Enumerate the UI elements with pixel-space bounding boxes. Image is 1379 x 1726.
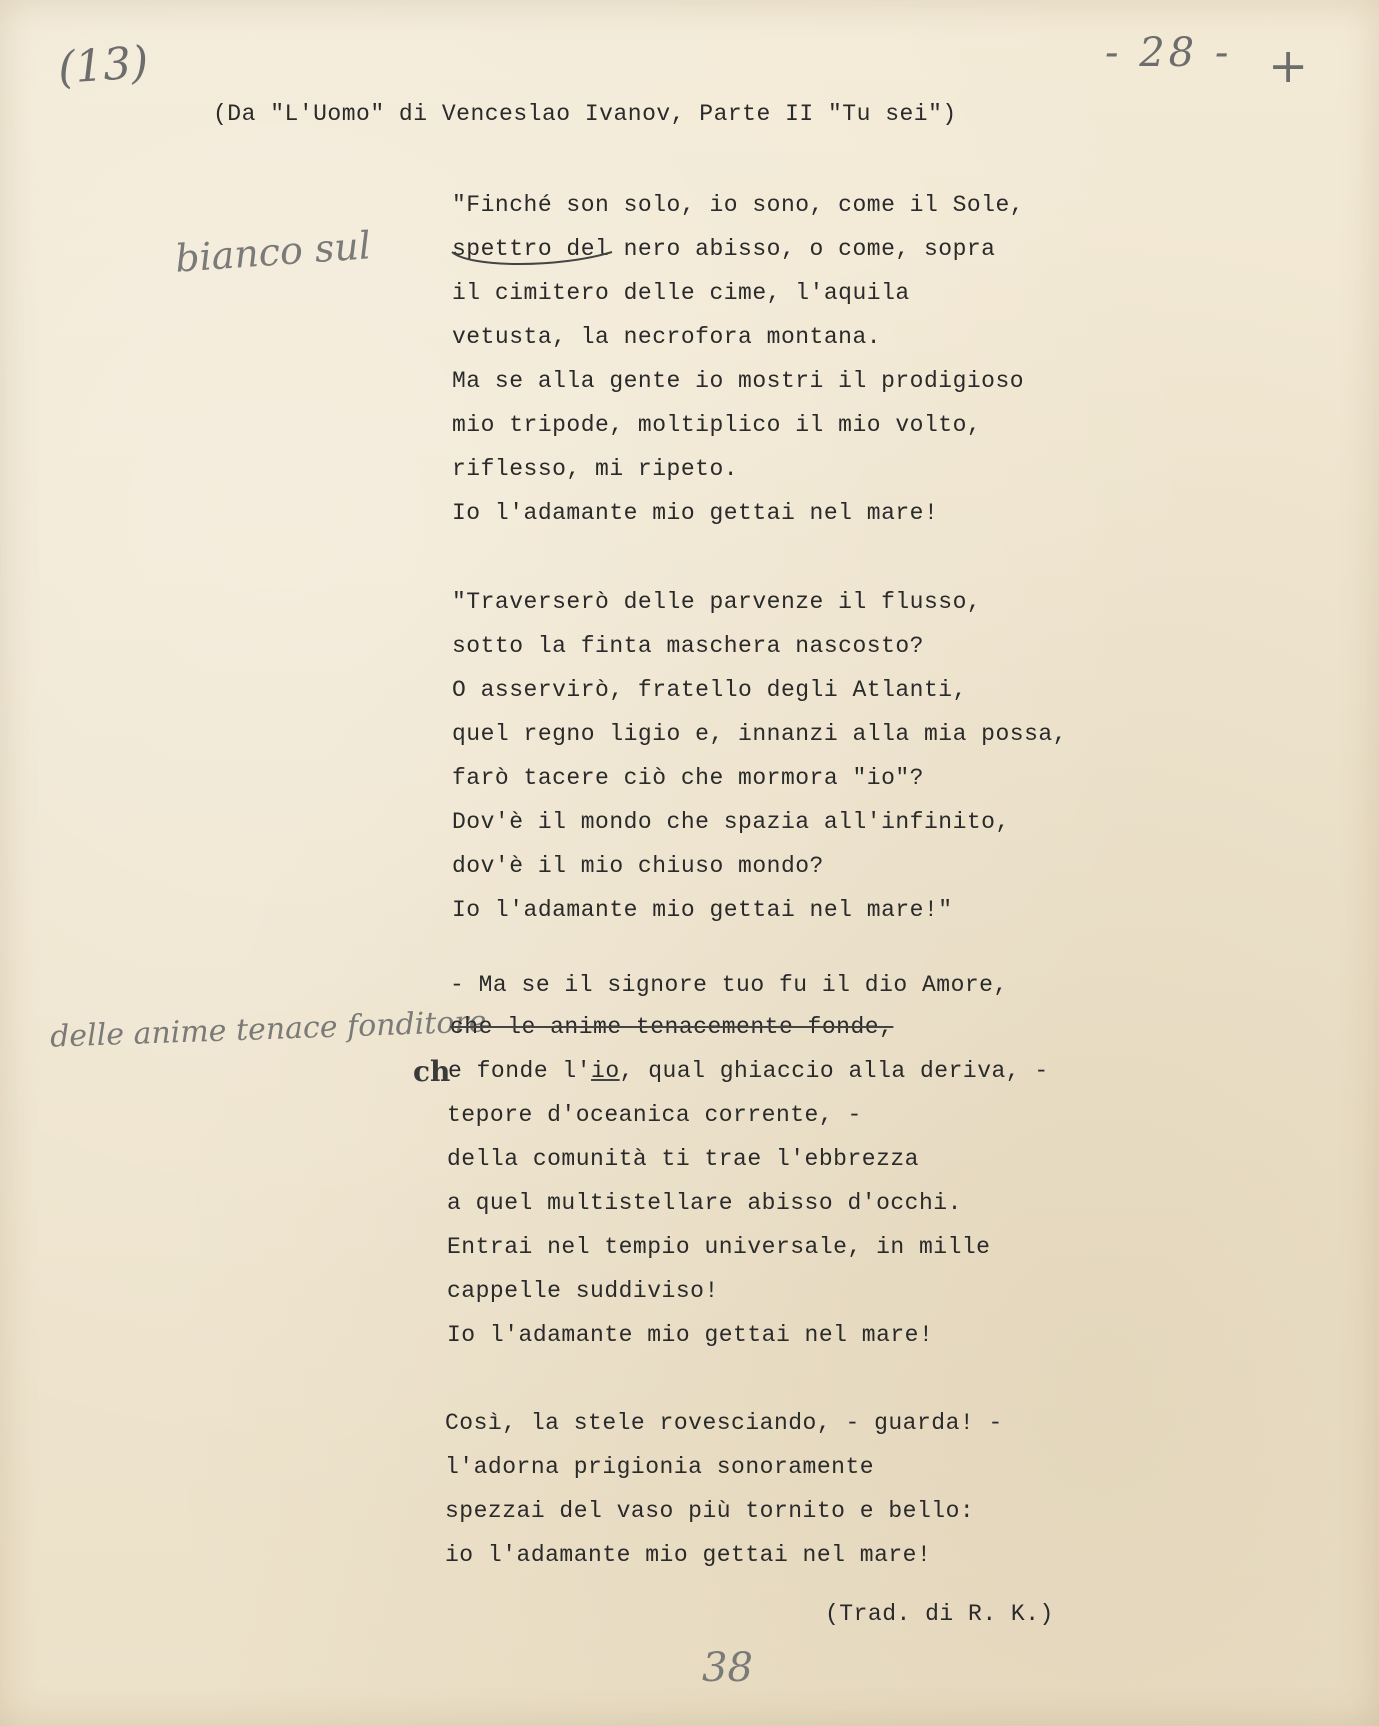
correction-prefix: ch	[413, 1055, 451, 1088]
verse-line: cappelle suddiviso!	[447, 1278, 719, 1304]
verse-line: Io l'adamante mio gettai nel mare!	[452, 500, 939, 526]
verse-line: farò tacere ciò che mormora "io"?	[452, 765, 924, 791]
translator-credit: (Trad. di R. K.)	[825, 1601, 1054, 1627]
verse-line: riflesso, mi ripeto.	[452, 456, 739, 482]
verse-line: il cimitero delle cime, l'aquila	[452, 280, 910, 306]
struck-verse-line: che le anime tenacemente fonde,	[450, 1014, 894, 1040]
bottom-page-number: 38	[702, 1645, 753, 1691]
verse-line: - Ma se il signore tuo fu il dio Amore,	[450, 972, 1008, 998]
verse-line: Entrai nel tempio universale, in mille	[447, 1234, 991, 1260]
folio-number-left: (13)	[56, 36, 150, 95]
verse-line: io l'adamante mio gettai nel mare!	[445, 1542, 932, 1568]
margin-note-fonditore: delle anime tenace fonditore	[49, 1004, 488, 1055]
verse-line: "Traverserò delle parvenze il flusso,	[452, 589, 982, 615]
verse-line: sotto la finta maschera nascosto?	[452, 633, 924, 659]
verse-line: spettro del nero abisso, o come, sopra	[452, 236, 996, 262]
source-heading: (Da "L'Uomo" di Venceslao Ivanov, Parte II "Tu sei")	[213, 101, 957, 127]
verse-line: a quel multistellare abisso d'occhi.	[447, 1190, 962, 1216]
verse-line: dov'è il mio chiuso mondo?	[452, 853, 824, 879]
verse-line: O asservirò, fratello degli Atlanti,	[452, 677, 967, 703]
folio-number-right: - 28 -	[1105, 30, 1233, 76]
margin-note-bianco-sul: bianco sul	[173, 223, 373, 281]
verse-segment: e fonde l'	[448, 1058, 592, 1084]
underlined-io: io	[591, 1058, 620, 1084]
verse-segment: , qual ghiaccio alla deriva, -	[619, 1058, 1049, 1084]
verse-line: "Finché son solo, io sono, come il Sole,	[452, 192, 1025, 218]
verse-line: mio tripode, moltiplico il mio volto,	[452, 412, 982, 438]
verse-line: spezzai del vaso più tornito e bello:	[445, 1498, 975, 1524]
plus-mark: +	[1268, 38, 1309, 94]
verse-line: Dov'è il mondo che spazia all'infinito,	[452, 809, 1010, 835]
verse-line: quel regno ligio e, innanzi alla mia possa,	[452, 721, 1067, 747]
verse-line-with-io	[448, 1060, 1049, 1083]
verse-line: tepore d'oceanica corrente, -	[447, 1102, 862, 1128]
verse-line: Io l'adamante mio gettai nel mare!	[447, 1322, 934, 1348]
verse-line: l'adorna prigionia sonoramente	[445, 1454, 875, 1480]
verse-line: Io l'adamante mio gettai nel mare!"	[452, 897, 953, 923]
verse-line: Così, la stele rovesciando, - guarda! -	[445, 1410, 1003, 1436]
verse-line: vetusta, la necrofora montana.	[452, 324, 882, 350]
verse-line: della comunità ti trae l'ebbrezza	[447, 1146, 919, 1172]
verse-line: Ma se alla gente io mostri il prodigioso	[452, 368, 1025, 394]
